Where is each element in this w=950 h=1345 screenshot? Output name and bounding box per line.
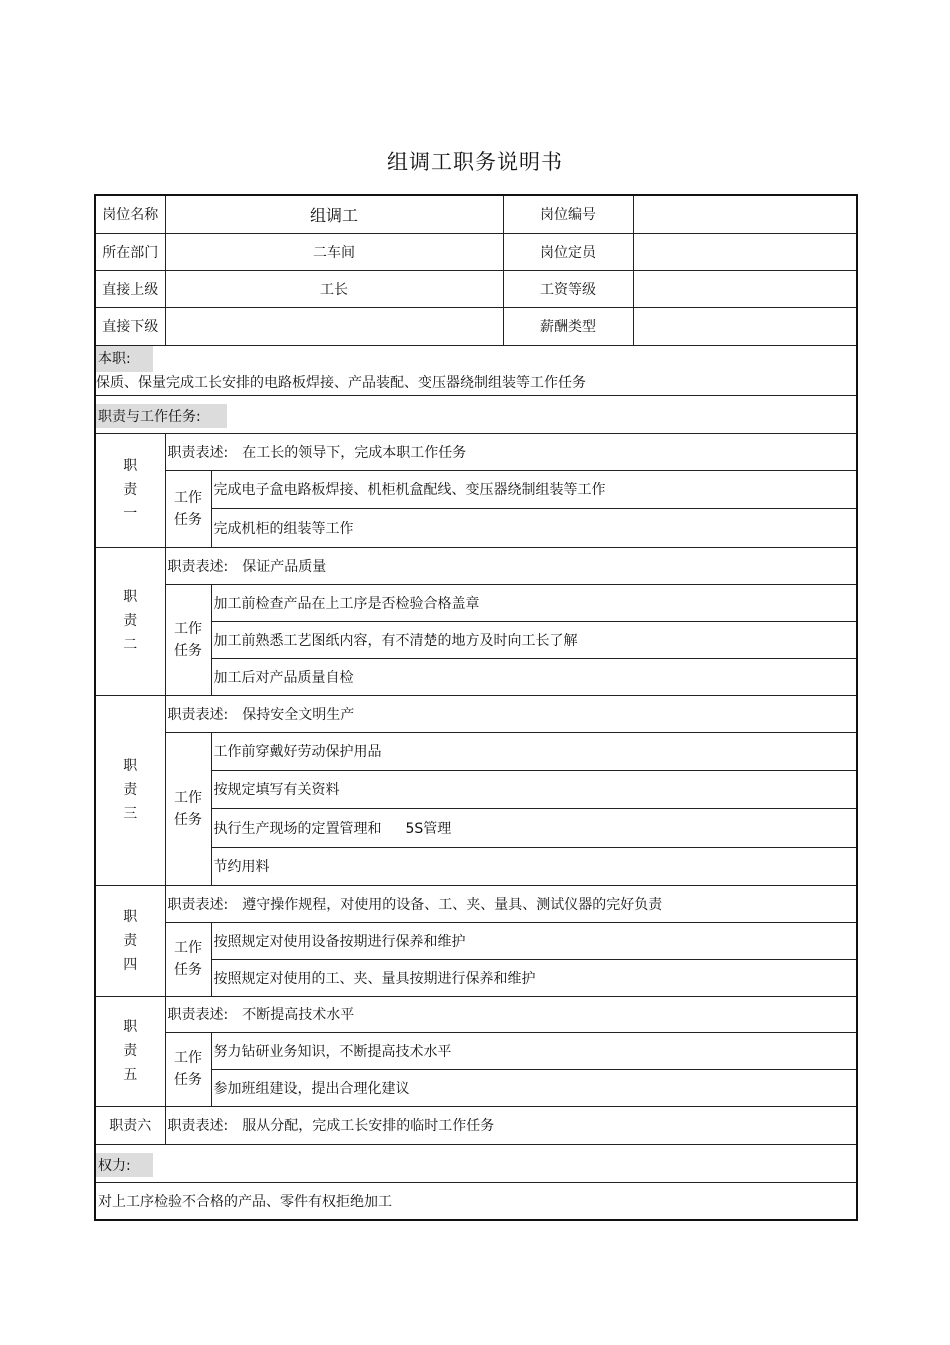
duty-6-label: 职责六 bbox=[95, 1106, 165, 1144]
duty-1-task-label: 工作 任务 bbox=[165, 470, 211, 547]
core-duty-cell bbox=[95, 345, 857, 395]
wage-grade-label: 工资等级 bbox=[503, 270, 633, 307]
duty-2-task-3: 加工后对产品质量自检 bbox=[211, 658, 857, 695]
headcount-value bbox=[633, 233, 857, 270]
duty-3-task-4: 节约用料 bbox=[211, 847, 857, 885]
duty-3-label: 职 责 三 bbox=[95, 695, 165, 885]
salary-type-value bbox=[633, 307, 857, 345]
salary-type-label: 薪酬类型 bbox=[503, 307, 633, 345]
duty-2-description: 职责表述: 保证产品质量 bbox=[165, 547, 857, 584]
duty-3-task-3: 执行生产现场的定置管理和 5S管理 bbox=[211, 808, 857, 847]
duty-5-task-1: 努力钻研业务知识，不断提高技术水平 bbox=[211, 1032, 857, 1069]
duty-3-task-1: 工作前穿戴好劳动保护用品 bbox=[211, 732, 857, 770]
duty-5-description: 职责表述: 不断提高技术水平 bbox=[165, 996, 857, 1032]
department-label: 所在部门 bbox=[95, 233, 165, 270]
subordinate-label: 直接下级 bbox=[95, 307, 165, 345]
duty-1-label: 职 责 一 bbox=[95, 433, 165, 547]
job-description-table bbox=[94, 194, 858, 1221]
duty-2-task-2: 加工前熟悉工艺图纸内容，有不清楚的地方及时向工长了解 bbox=[211, 621, 857, 658]
duties-section-label: 职责与工作任务: bbox=[96, 404, 227, 428]
headcount-label: 岗位定员 bbox=[503, 233, 633, 270]
duty-3-task-2: 按规定填写有关资料 bbox=[211, 770, 857, 808]
duty-4-task-label: 工作 任务 bbox=[165, 922, 211, 996]
duty-1-task-2: 完成机柜的组装等工作 bbox=[211, 508, 857, 547]
position-name-value: 组调工 bbox=[165, 195, 503, 233]
duty-6-description: 职责表述: 服从分配，完成工长安排的临时工作任务 bbox=[165, 1106, 857, 1144]
department-value: 二车间 bbox=[165, 233, 503, 270]
duty-2-task-1: 加工前检查产品在上工序是否检验合格盖章 bbox=[211, 584, 857, 621]
duty-5-task-label: 工作 任务 bbox=[165, 1032, 211, 1106]
duty-2-task-label: 工作 任务 bbox=[165, 584, 211, 695]
authority-text: 对上工序检验不合格的产品、零件有权拒绝加工 bbox=[95, 1182, 857, 1220]
authority-header bbox=[95, 1144, 857, 1182]
duty-2-label: 职 责 二 bbox=[95, 547, 165, 695]
duty-3-description: 职责表述: 保持安全文明生产 bbox=[165, 695, 857, 732]
duty-4-label: 职 责 四 bbox=[95, 885, 165, 996]
duty-4-task-2: 按照规定对使用的工、夹、量具按期进行保养和维护 bbox=[211, 959, 857, 996]
duty-5-label: 职 责 五 bbox=[95, 996, 165, 1106]
wage-grade-value bbox=[633, 270, 857, 307]
superior-value: 工长 bbox=[165, 270, 503, 307]
duty-5-task-2: 参加班组建设，提出合理化建议 bbox=[211, 1069, 857, 1106]
duty-3-task-label: 工作 任务 bbox=[165, 732, 211, 885]
position-name-label: 岗位名称 bbox=[95, 195, 165, 233]
position-no-label: 岗位编号 bbox=[503, 195, 633, 233]
duty-1-task-1: 完成电子盒电路板焊接、机柜机盒配线、变压器绕制组装等工作 bbox=[211, 470, 857, 508]
duty-4-task-1: 按照规定对使用设备按期进行保养和维护 bbox=[211, 922, 857, 959]
authority-label: 权力: bbox=[96, 1153, 153, 1177]
core-duty-text: 保质、保量完成工长安排的电路板焊接、产品装配、变压器绕制组装等工作任务 bbox=[96, 374, 586, 391]
core-duty-label: 本职: bbox=[96, 346, 153, 372]
duties-section-header bbox=[95, 395, 857, 433]
page-title: 组调工职务说明书 bbox=[387, 150, 563, 174]
duty-4-description: 职责表述: 遵守操作规程，对使用的设备、工、夹、量具、测试仪器的完好负责 bbox=[165, 885, 857, 922]
duty-1-description: 职责表述: 在工长的领导下，完成本职工作任务 bbox=[165, 433, 857, 470]
subordinate-value bbox=[165, 307, 503, 345]
superior-label: 直接上级 bbox=[95, 270, 165, 307]
position-no-value bbox=[633, 195, 857, 233]
